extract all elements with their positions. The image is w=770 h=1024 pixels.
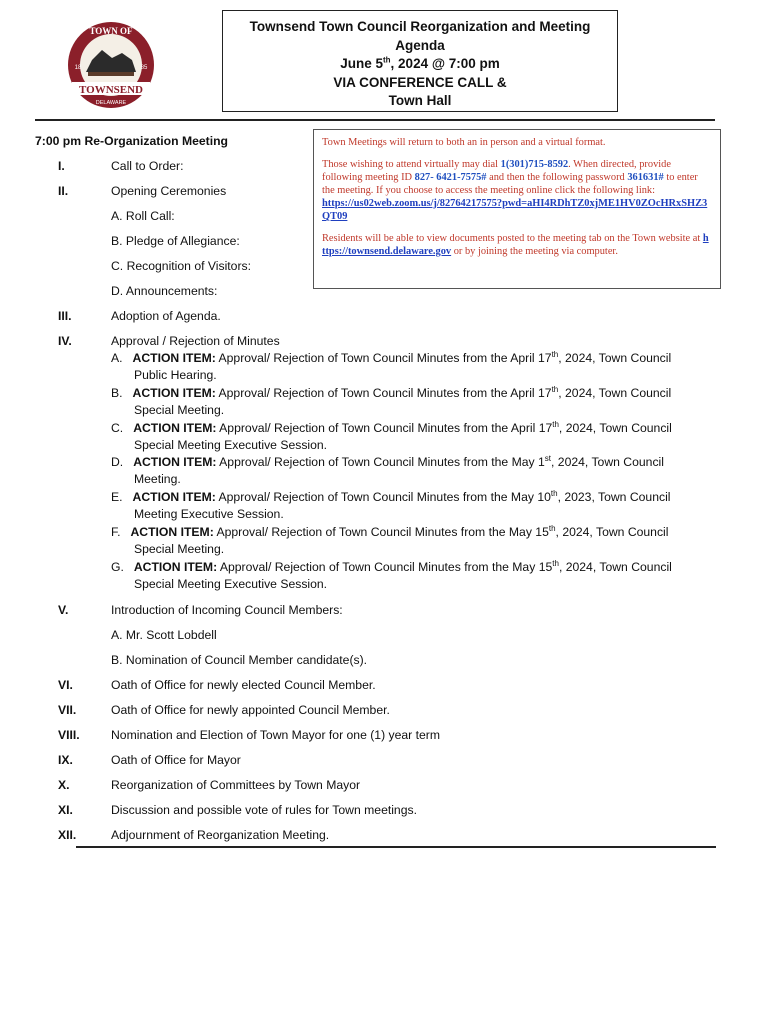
action-item-label: ACTION ITEM: [133,559,218,574]
item-number-10: X. [58,778,70,792]
minutes-item-line-1 [111,350,671,366]
section-title: 7:00 pm Re-Organization Meeting [35,134,228,148]
seal-bottom-text: DELAWARE [95,100,127,106]
item-number-11: XI. [58,803,73,817]
item-number-2: II. [58,184,69,198]
item-introduction: Introduction of Incoming Council Members: [111,603,343,617]
minutes-item-line-1 [111,454,664,470]
minutes-item-line-1 [111,489,671,505]
seal-main-text: TOWNSEND [79,84,143,96]
minutes-item-text: Approval/ Rejection of Town Council Minutes from the April 17 [216,420,553,435]
minutes-item-letter: D. [111,455,124,470]
item-number-7: VII. [58,703,77,717]
minutes-item-sup: th [551,349,559,359]
title-line-4: VIA CONFERENCE CALL & [333,74,507,90]
minutes-item-line-1 [111,420,672,436]
title-line-5: Town Hall [388,93,452,109]
subitem-announcements: D. Announcements: [111,284,218,298]
minutes-item-text: Approval/ Rejection of Town Council Minutes from the May 15 [213,525,549,539]
bottom-divider [76,846,716,848]
subitem-scott-lobdell: A. Mr. Scott Lobdell [111,628,217,642]
dial-in-number: 1(301)715-8592 [500,159,569,170]
item-number-4: IV. [58,334,72,348]
notice-p3-text-a: Residents will be able to view documents posted to the meeting tab on the Town website at [322,233,703,244]
minutes-item-letter: B. [111,385,123,400]
item-number-9: IX. [58,753,73,767]
title-line-3 [223,55,617,74]
action-item-label: ACTION ITEM: [132,490,216,505]
item-number-5: V. [58,603,69,617]
notice-paragraph-3 [322,232,712,258]
minutes-item-line-2: Special Meeting Executive Session. [134,576,328,591]
minutes-item-text-end: , 2023, Town Council [557,490,671,505]
seal-year-left: 18 [74,65,82,71]
notice-p3-text-b: or by joining the meeting via computer. [451,246,618,257]
item-oath-mayor: Oath of Office for Mayor [111,753,241,767]
agenda-title-box [222,10,618,112]
minutes-item-text: Approval/ Rejection of Town Council Minutes from the May 15 [217,559,553,574]
minutes-item-sup: th [551,384,559,394]
title-line-1: Townsend Town Council Reorganization and Meeting [249,19,591,34]
notice-p2-text-a: Those wishing to attend virtually may dial [322,159,501,170]
minutes-item-text: Approval/ Rejection of Town Council Minutes from the April 17 [215,385,552,400]
action-item-label: ACTION ITEM: [132,385,216,400]
notice-paragraph-2 [322,158,712,223]
action-item-label: ACTION ITEM: [132,351,216,365]
item-approval-of-minutes: Approval / Rejection of Minutes [111,334,280,348]
subitem-visitors: C. Recognition of Visitors: [111,259,251,273]
minutes-item-text-end: , 2024, Town Council [558,420,672,435]
minutes-item-letter: F. [111,525,121,539]
item-number-6: VI. [58,678,73,692]
zoom-meeting-link[interactable]: https://us02web.zoom.us/j/82764217575?pwd=aHI4RDhTZ0xjME1HV0ZOcHRxSHZ3QT09 [322,198,708,222]
minutes-item-line-2: Special Meeting. [134,542,225,556]
minutes-item-letter: G. [111,559,124,574]
item-reorganization-committees: Reorganization of Committees by Town Mayor [111,778,361,792]
minutes-item-line-2: Public Hearing. [134,368,217,382]
minutes-item-line-1 [111,524,668,540]
minutes-item-text: Approval/ Rejection of Town Council Minutes from the May 10 [215,490,551,505]
meeting-date-day: June 5 [340,56,383,72]
minutes-item-line-1 [111,559,672,575]
item-rules-discussion: Discussion and possible vote of rules for Town meetings. [111,803,417,817]
subitem-pledge: B. Pledge of Allegiance: [111,234,240,248]
minutes-item-sup: th [548,523,556,533]
notice-p2-text-c: and then the following password [486,172,628,183]
seal-top-text: TOWN OF [89,26,133,36]
meeting-id: 827- 6421-7575# [414,172,487,183]
minutes-item-letter: C. [111,420,124,435]
notice-paragraph-1: Town Meetings will return to both an in person and a virtual format. [322,137,606,148]
minutes-item-text-end: , 2024, Town Council [558,385,672,400]
item-oath-appointed: Oath of Office for newly appointed Council Member. [111,703,390,717]
minutes-item-line-2: Meeting. [134,472,181,487]
action-item-label: ACTION ITEM: [133,420,217,435]
town-seal-logo [66,20,156,110]
minutes-item-letter: A. [111,351,123,365]
notice-p2-text-b: . When directed, provide following meeting ID [322,159,671,183]
action-item-label: ACTION ITEM: [133,455,217,470]
minutes-item-line-2: Meeting Executive Session. [134,507,284,522]
subitem-roll-call: A. Roll Call: [111,209,175,223]
minutes-item-sup: st [544,454,552,464]
item-number-1: I. [58,159,65,173]
minutes-item-line-2: Special Meeting Executive Session. [134,437,328,452]
top-divider [35,119,715,121]
minutes-item-sup: th [552,419,559,429]
minutes-item-letter: E. [111,490,123,505]
minutes-item-sup: th [550,489,558,499]
seal-year-right: 85 [140,65,148,71]
item-number-8: VIII. [58,728,80,742]
item-call-to-order: Call to Order: [111,159,184,173]
virtual-meeting-notice [313,129,721,289]
title-line-2: Agenda [395,37,445,53]
item-number-3: III. [58,309,72,323]
minutes-item-text-end: , 2024, Town Council [558,559,672,574]
item-number-12: XII. [58,828,77,842]
item-election-of-mayor: Nomination and Election of Town Mayor for one (1) year term [111,728,440,742]
minutes-item-line-2: Special Meeting. [134,402,225,417]
minutes-item-text: Approval/ Rejection of Town Council Minutes from the April 17 [215,351,552,365]
minutes-item-text-end: , 2024, Town Council [555,525,669,539]
minutes-item-text-end: , 2024, Town Council [558,351,672,365]
minutes-item-text: Approval/ Rejection of Town Council Minutes from the May 1 [216,455,545,470]
item-adjournment: Adjournment of Reorganization Meeting. [111,828,330,842]
action-item-label: ACTION ITEM: [130,525,214,539]
notice-p2-text-d: to enter the meeting. If you choose to access the meeting online click the following link: [322,172,698,196]
item-opening-ceremonies: Opening Ceremonies [111,184,227,198]
minutes-item-text-end: , 2024, Town Council [551,455,664,470]
meeting-date-rest: , 2024 @ 7:00 pm [390,56,500,72]
item-adoption-of-agenda: Adoption of Agenda. [111,309,221,323]
subitem-nomination: B. Nomination of Council Member candidate(s). [111,653,368,667]
meeting-date-sup: th [382,55,391,65]
town-website-link[interactable]: https://townsend.delaware.gov [322,233,709,257]
item-oath-elected: Oath of Office for newly elected Council Member. [111,678,376,692]
minutes-item-sup: th [552,558,559,568]
minutes-item-line-1 [111,385,671,401]
meeting-password: 361631# [627,172,664,183]
